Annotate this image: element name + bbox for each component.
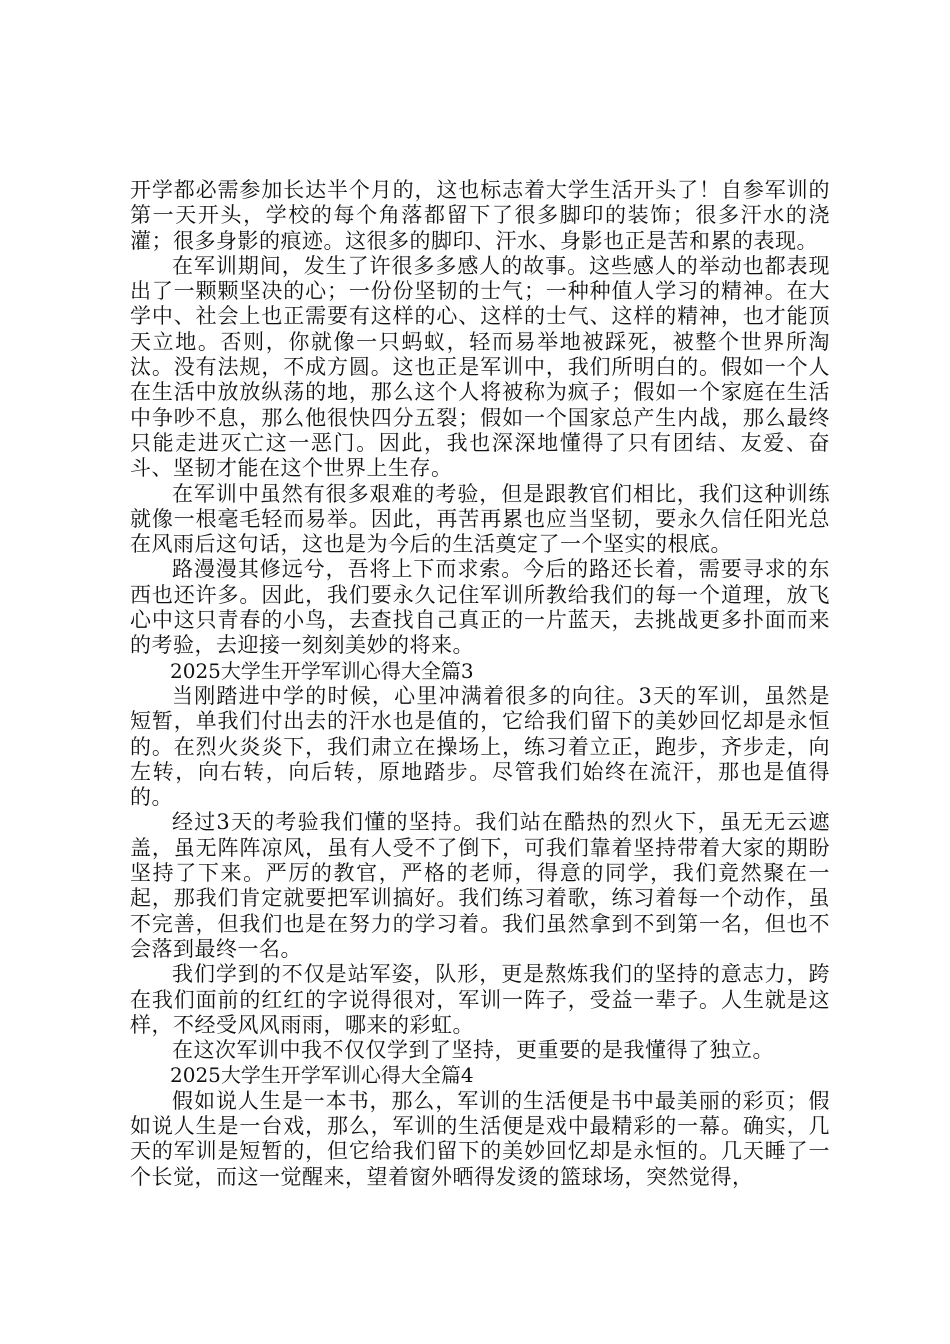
paragraph-8: 在这次军训中我不仅仅学到了坚持，更重要的是我懂得了独立。 xyxy=(172,1038,774,1063)
document-body xyxy=(130,178,830,1190)
section-heading-4: 2025大学生开学军训心得大全篇4 xyxy=(170,1063,474,1088)
paragraph-5: 当刚踏进中学的时候，心里冲满着很多的向往。3天的军训，虽然是短暂，单我们付出去的汗水也是值的，它给我们留下的美妙回忆却是永恒的。在烈火炎炎下，我们肃立在操场上，练习着立正，跑步，齐步走，向左转，向右转，向后转，原地踏步。尽管我们始终在流汗，那也是值得的。 xyxy=(130,683,830,810)
paragraph-9: 假如说人生是一本书，那么，军训的生活便是书中最美丽的彩页；假如说人生是一台戏，那么，军训的生活便是戏中最精彩的一幕。确实，几天的军训是短暂的，但它给我们留下的美妙回忆却是永恒的。几天睡了一个长觉，而这一觉醒来，望着窗外晒得发烫的篮球场，突然觉得， xyxy=(130,1088,830,1189)
paragraph-2: 在军训期间，发生了许很多多感人的故事。这些感人的举动也都表现出了一颗颗坚决的心；一份份坚韧的士气；一种种值人学习的精神。在大学中、社会上也正需要有这样的心、这样的士气、这样的精神，也才能顶天立地。否则，你就像一只蚂蚁，轻而易举地被踩死，被整个世界所淘汰。没有法规，不成方圆。这也正是军训中，我们所明白的。假如一个人在生活中放放纵荡的地，那么这个人将被称为疯子；假如一个家庭在生活中争吵不息，那么他很快四分五裂；假如一个国家总产生内战，那么最终只能走进灭亡这一恶门。因此，我也深深地懂得了只有团结、友爱、奋斗、坚韧才能在这个世界上生存。 xyxy=(130,253,830,481)
paragraph-4: 路漫漫其修远兮，吾将上下而求索。今后的路还长着，需要寻求的东西也还许多。因此，我们要永久记住军训所教给我们的每一个道理，放飞心中这只青春的小鸟，去查找自己真正的一片蓝天，去挑战更多扑面而来的考验，去迎接一刻刻美妙的将来。 xyxy=(130,557,830,658)
paragraph-1: 开学都必需参加长达半个月的，这也标志着大学生活开头了！自参军训的第一天开头，学校的每个角落都留下了很多脚印的装饰；很多汗水的浇灌；很多身影的痕迹。这很多的脚印、汗水、身影也正是苦和累的表现。 xyxy=(130,178,830,253)
paragraph-7: 我们学到的不仅是站军姿，队形，更是熬炼我们的坚持的意志力，跨在我们面前的红红的字说得很对，军训一阵子，受益一辈子。人生就是这样，不经受风风雨雨，哪来的彩虹。 xyxy=(130,962,830,1037)
paragraph-3: 在军训中虽然有很多艰难的考验，但是跟教官们相比，我们这种训练就像一根毫毛轻而易举。因此，再苦再累也应当坚韧，要永久信任阳光总在风雨后这句话，这也是为今后的生活奠定了一个坚实的根底。 xyxy=(130,481,830,557)
section-heading-3: 2025大学生开学军训心得大全篇3 xyxy=(170,658,474,683)
paragraph-6: 经过3天的考验我们懂的坚持。我们站在酷热的烈火下，虽无无云遮盖，虽无阵阵凉风，虽有人受不了倒下，可我们靠着坚持带着大家的期盼坚持了下来。严厉的教官，严格的老师，得意的同学，我们竟然聚在一起，那我们肯定就要把军训搞好。我们练习着歌，练习着每一个动作，虽不完善，但我们也是在努力的学习着。我们虽然拿到不到第一名，但也不会落到最终一名。 xyxy=(130,810,830,961)
